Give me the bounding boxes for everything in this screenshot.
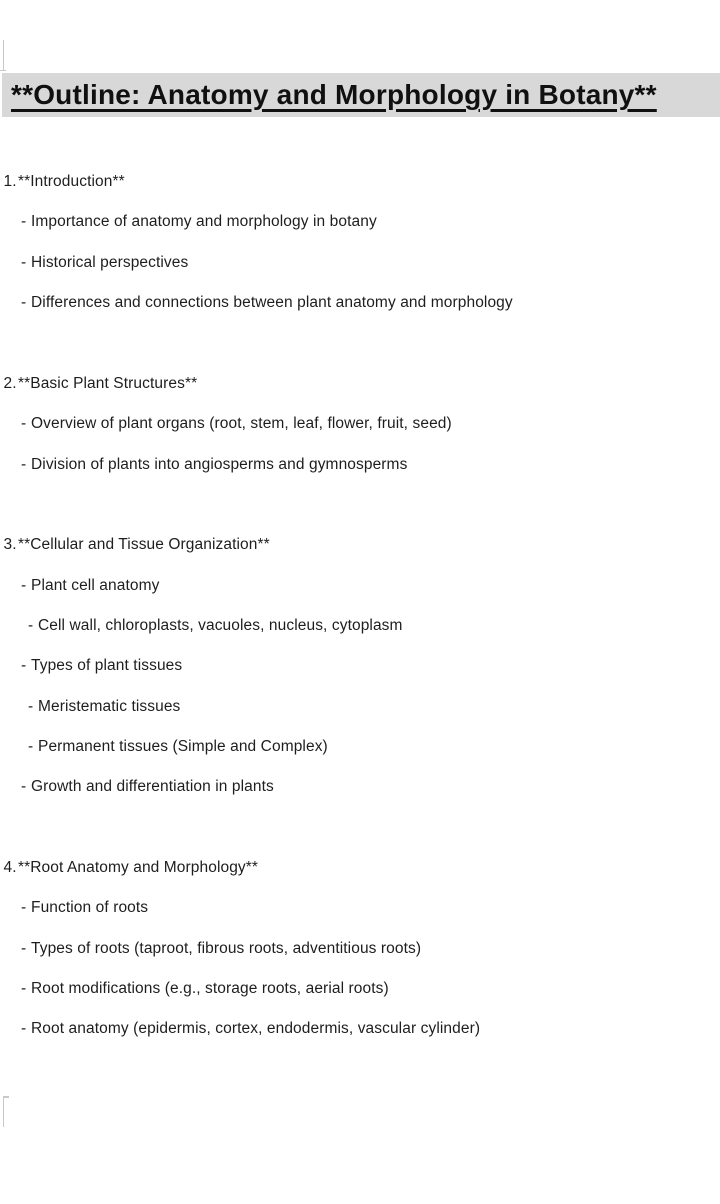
section-title: **Introduction** — [18, 173, 125, 191]
section-root-anatomy-morphology — [0, 848, 720, 1049]
list-item — [0, 404, 720, 444]
list-item — [0, 243, 720, 283]
list-number: 1. — [3, 173, 17, 191]
dash-bullet: - — [21, 415, 27, 433]
list-item — [0, 202, 720, 242]
dash-bullet: - — [21, 1020, 27, 1038]
list-item-text: Types of roots (taproot, fibrous roots, adventitious roots) — [31, 939, 422, 957]
list-item-text: Differences and connections between plant anatomy and morphology — [31, 294, 513, 312]
section-cellular-tissue-organization — [0, 525, 720, 807]
list-item-text: Permanent tissues (Simple and Complex) — [38, 737, 328, 755]
list-number: 2. — [3, 374, 17, 392]
list-item-text: Historical perspectives — [31, 253, 189, 271]
list-number: 4. — [3, 859, 17, 877]
dash-bullet: - — [21, 294, 27, 312]
section-title: **Root Anatomy and Morphology** — [18, 859, 259, 877]
dash-bullet: - — [21, 657, 27, 675]
dash-bullet: - — [21, 939, 27, 957]
dash-bullet: - — [21, 979, 27, 997]
section-basic-plant-structures — [0, 364, 720, 485]
dash-bullet: - — [21, 253, 27, 271]
list-item-text: Importance of anatomy and morphology in botany — [31, 213, 377, 231]
page-corner-mark-top — [0, 70, 6, 72]
list-number: 3. — [3, 536, 17, 554]
list-item — [0, 1009, 720, 1049]
dash-bullet: - — [21, 213, 27, 231]
list-item — [0, 566, 720, 606]
list-subitem — [0, 606, 720, 646]
list-item-text: Meristematic tissues — [38, 697, 181, 715]
section-title: **Basic Plant Structures** — [18, 374, 198, 392]
section-heading — [0, 525, 720, 565]
dash-bullet: - — [21, 899, 27, 917]
document-title: **Outline: Anatomy and Morphology in Botany** — [11, 79, 657, 110]
dash-bullet: - — [21, 778, 27, 796]
list-item-text: Growth and differentiation in plants — [31, 778, 274, 796]
section-heading — [0, 848, 720, 888]
list-item-text: Plant cell anatomy — [31, 576, 160, 594]
dash-bullet: - — [28, 697, 34, 715]
list-subitem — [0, 686, 720, 726]
section-heading — [0, 162, 720, 202]
dash-bullet: - — [21, 576, 27, 594]
list-item — [0, 646, 720, 686]
page-corner-mark-top — [3, 40, 5, 70]
list-item-text: Types of plant tissues — [31, 657, 183, 675]
section-heading — [0, 364, 720, 404]
page-corner-mark-bottom — [3, 1096, 5, 1127]
document-title-highlight[interactable] — [2, 73, 720, 117]
list-item — [0, 888, 720, 928]
dash-bullet: - — [21, 455, 27, 473]
dash-bullet: - — [28, 737, 34, 755]
list-item — [0, 929, 720, 969]
list-subitem — [0, 727, 720, 767]
section-introduction — [0, 162, 720, 323]
list-item — [0, 969, 720, 1009]
list-item-text: Cell wall, chloroplasts, vacuoles, nucleus, cytoplasm — [38, 617, 403, 634]
list-item-text: Root modifications (e.g., storage roots, aerial roots) — [31, 979, 389, 997]
list-item — [0, 283, 720, 323]
dash-bullet: - — [28, 617, 34, 634]
list-item — [0, 444, 720, 484]
list-item — [0, 767, 720, 807]
outline-list[interactable] — [0, 162, 720, 1049]
list-item-text: Division of plants into angiosperms and gymnosperms — [31, 455, 408, 473]
list-item-text: Function of roots — [31, 899, 149, 917]
list-item-text: Root anatomy (epidermis, cortex, endodermis, vascular cylinder) — [31, 1020, 481, 1038]
section-title: **Cellular and Tissue Organization** — [18, 536, 270, 554]
list-item-text: Overview of plant organs (root, stem, leaf, flower, fruit, seed) — [31, 415, 452, 433]
